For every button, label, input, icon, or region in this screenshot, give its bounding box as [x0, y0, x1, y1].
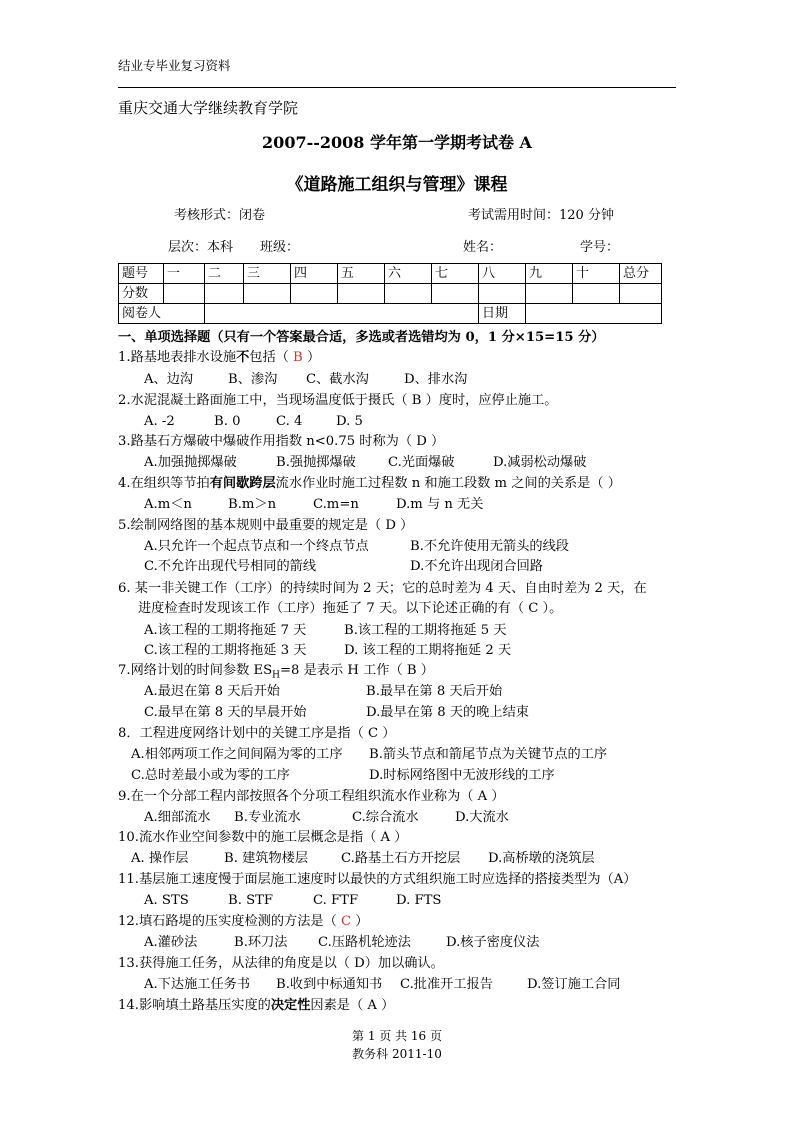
option-c: C.最早在第 8 天的早晨开始	[144, 705, 307, 720]
option-b: B.m＞n	[228, 497, 277, 512]
option-d: D.高桥墩的浇筑层	[488, 851, 595, 866]
exam-title: 2007--2008 学年第一学期考试卷 A	[262, 133, 532, 152]
option-b: B.强抛掷爆破	[276, 455, 356, 470]
question-13: 13.获得施工任务，从法律的角度是以（ D）加以确认。	[118, 956, 444, 971]
option-c: C、截水沟	[306, 372, 369, 387]
score-cell[interactable]	[291, 284, 338, 304]
option-d: D、排水沟	[404, 372, 468, 387]
score-cell[interactable]	[385, 284, 432, 304]
option-a: A、边沟	[144, 372, 194, 387]
option-a: A.下达施工任务书	[144, 977, 251, 992]
score-value-row	[119, 284, 662, 304]
question-12: 12.填石路堤的压实度检测的方法是（ C ）	[118, 914, 369, 929]
option-a: A. -2	[144, 414, 175, 429]
option-a: A.只允许一个起点节点和一个终点节点	[144, 539, 369, 554]
table-cell: 十	[573, 264, 620, 284]
grader-cell[interactable]	[205, 304, 479, 324]
option-a: A.相邻两项工作之间间隔为零的工序	[131, 747, 343, 762]
option-c: C.综合流水	[352, 810, 419, 825]
option-d: D.最早在第 8 天的晚上结束	[366, 705, 529, 720]
option-c: C.不允许出现代号相同的箭线	[144, 559, 317, 574]
option-c: C.光面爆破	[388, 455, 455, 470]
option-d: D. 该工程的工期将拖延 2 天	[344, 643, 512, 658]
table-cell: 题号	[119, 264, 164, 284]
option-d: D.m 与 n 无关	[396, 497, 484, 512]
date-cell[interactable]	[526, 304, 662, 324]
option-c: C. FTF	[313, 893, 359, 908]
table-cell: 二	[205, 264, 244, 284]
option-b: B.专业流水	[234, 810, 301, 825]
option-d: D.签订施工合同	[527, 977, 621, 992]
option-c: C. 4	[276, 414, 303, 429]
question-10: 10.流水作业空间参数中的施工层概念是指（ A ）	[118, 830, 408, 845]
name-field: 姓名：	[463, 240, 503, 255]
option-c: C.总时差最小或为零的工序	[131, 768, 290, 783]
table-cell: 一	[164, 264, 205, 284]
table-cell: 七	[432, 264, 479, 284]
option-c: C.路基土石方开挖层	[341, 851, 461, 866]
table-cell: 六	[385, 264, 432, 284]
score-cell[interactable]	[479, 284, 526, 304]
option-a: A.细部流水	[144, 810, 211, 825]
score-cell[interactable]	[205, 284, 244, 304]
footer-office: 教务科 2011-10	[352, 1047, 442, 1061]
page-number: 第 1 页 共 16 页	[352, 1029, 442, 1043]
question-9: 9.在一个分部工程内部按照各个分项工程组织流水作业称为（ A ）	[118, 789, 505, 804]
option-b: B.收到中标通知书	[276, 977, 383, 992]
id-field: 学号：	[580, 240, 620, 255]
question-1: 1.路基地表排水设施不包括（ B ）	[118, 350, 321, 365]
option-d: D.时标网络图中无波形线的工序	[369, 768, 555, 783]
header-rule	[118, 87, 676, 88]
table-cell: 阅卷人	[119, 304, 205, 324]
table-cell: 分数	[119, 284, 164, 304]
question-2: 2.水泥混凝土路面施工中，当现场温度低于摄氏（ B ）度时，应停止施工。	[118, 393, 558, 408]
option-b: B. 建筑物楼层	[224, 851, 309, 866]
option-b: B.箭头节点和箭尾节点为关键节点的工序	[369, 747, 608, 762]
option-d: D.大流水	[455, 810, 509, 825]
question-5: 5.绘制网络图的基本规则中最重要的规定是（ D ）	[118, 518, 414, 533]
table-cell: 三	[244, 264, 291, 284]
exam-form: 考核形式：闭卷	[174, 208, 266, 223]
option-b: B. STF	[228, 893, 274, 908]
question-11: 11.基层施工速度慢于面层施工速度时以最快的方式组织施工时应选择的搭接类型为（A）	[118, 872, 637, 887]
option-a: A. 操作层	[131, 851, 189, 866]
option-b: B.环刀法	[234, 935, 288, 950]
option-b: B.不允许使用无箭头的线段	[410, 539, 569, 554]
score-table	[118, 263, 662, 324]
option-a: A.加强抛掷爆破	[144, 455, 237, 470]
table-cell: 八	[479, 264, 526, 284]
grader-row	[119, 304, 662, 324]
score-cell[interactable]	[244, 284, 291, 304]
school-name: 重庆交通大学继续教育学院	[118, 99, 299, 117]
score-cell[interactable]	[338, 284, 385, 304]
option-a: A.m＜n	[144, 497, 192, 512]
option-c: C.压路机轮迹法	[318, 935, 411, 950]
option-d: D.核子密度仪法	[446, 935, 540, 950]
option-b: B、渗沟	[228, 372, 278, 387]
option-c: C.批准开工报告	[400, 977, 493, 992]
score-cell[interactable]	[526, 284, 573, 304]
option-d: D. 5	[336, 414, 363, 429]
question-14: 14.影响填土路基压实度的决定性因素是（ A ）	[118, 998, 395, 1013]
option-c: C.该工程的工期将拖延 3 天	[144, 643, 307, 658]
option-d: D.减弱松动爆破	[493, 455, 587, 470]
header-text: 结业专毕业复习资料	[118, 58, 231, 73]
table-cell: 四	[291, 264, 338, 284]
question-8: 8．工程进度网络计划中的关键工序是指（ C ）	[118, 726, 396, 741]
option-b: B.最早在第 8 天后开始	[366, 684, 503, 699]
course-title: 《道路施工组织与管理》课程	[286, 175, 508, 195]
option-a: A.该工程的工期将拖延 7 天	[144, 623, 307, 638]
option-d: D. FTS	[396, 893, 442, 908]
answer-mark: B	[293, 350, 303, 365]
question-7: 7.网络计划的时间参数 $ES_H=8$ 是表示 H 工作（ B ）	[118, 663, 434, 681]
section-heading: 一、单项选择题（只有一个答案最合适，多选或者选错均为 0，1 分×15=15 分）	[118, 330, 605, 345]
score-cell[interactable]	[620, 284, 662, 304]
option-a: A. STS	[144, 893, 189, 908]
table-cell: 总分	[620, 264, 662, 284]
score-cell[interactable]	[432, 284, 479, 304]
option-c: C.m=n	[313, 497, 359, 512]
score-cell[interactable]	[573, 284, 620, 304]
option-b: B.该工程的工期将拖延 5 天	[344, 623, 507, 638]
score-cell[interactable]	[164, 284, 205, 304]
score-header-row	[119, 264, 662, 284]
answer-mark: C	[340, 914, 352, 929]
option-a: A.最迟在第 8 天后开始	[144, 684, 280, 699]
option-d: D.不允许出现闭合回路	[410, 559, 543, 574]
question-6: 6. 某一非关键工作（工序）的持续时间为 2 天；它的总时差为 4 天、自由时差为 2 天，在	[118, 581, 647, 596]
table-cell: 五	[338, 264, 385, 284]
class-field: 班级：	[260, 240, 300, 255]
level-field: 层次：本科	[168, 240, 234, 255]
question-3: 3.路基石方爆破中爆破作用指数 n<0.75 时称为（ D ）	[118, 434, 445, 449]
table-cell: 日期	[479, 304, 526, 324]
exam-time: 考试需用时间：120 分钟	[468, 208, 614, 223]
option-b: B. 0	[214, 414, 241, 429]
question-6-cont: 进度检查时发现该工作（工序）拖延了 7 天。以下论述正确的有（ C ）。	[138, 601, 563, 616]
question-4: 4.在组织等节拍有间歇跨层流水作业时施工过程数 n 和施工段数 m 之间的关系是（ ）	[118, 476, 621, 491]
table-cell: 九	[526, 264, 573, 284]
option-a: A.灌砂法	[144, 935, 198, 950]
